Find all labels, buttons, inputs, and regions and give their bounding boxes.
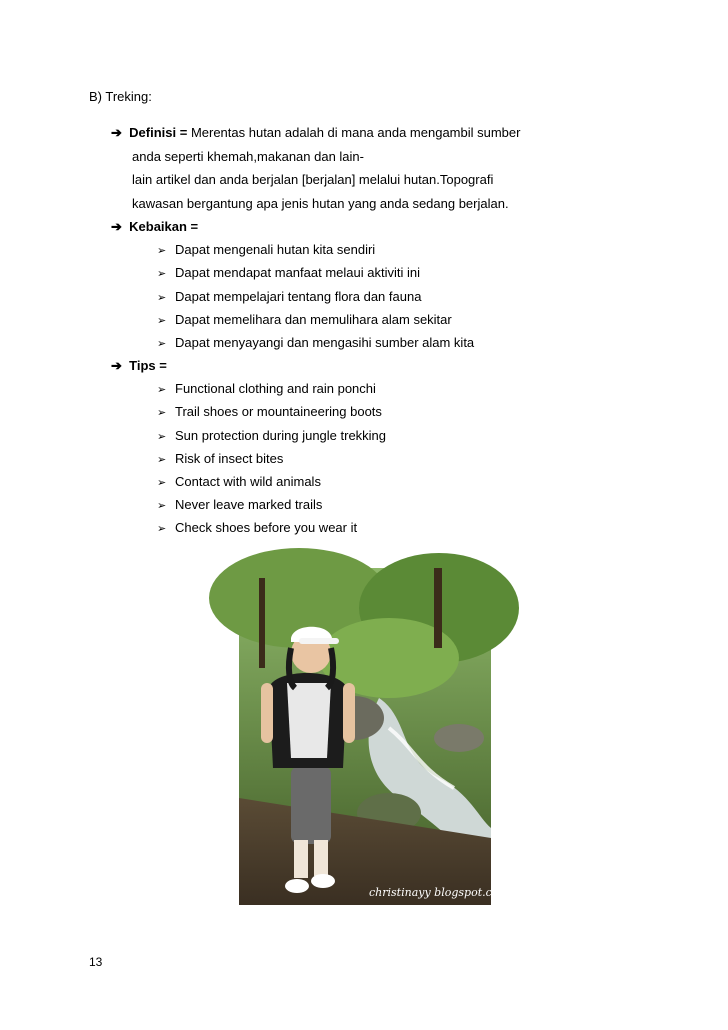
list-item-text: Sun protection during jungle trekking — [175, 428, 387, 443]
bullet-arrow-icon: ➢ — [157, 268, 167, 280]
trekking-photo-illustration — [239, 568, 509, 905]
definisi-line-3: lain artikel dan anda berjalan [berjalan] melalui hutan.Topografi — [132, 172, 494, 187]
kebaikan-label: Kebaikan = — [129, 219, 199, 234]
bullet-arrow-icon: ➢ — [157, 315, 167, 327]
list-item-text: Functional clothing and rain ponchi — [175, 381, 376, 396]
list-item-text: Dapat menyayangi dan mengasihi sumber alam kita — [175, 335, 475, 350]
page-number: 13 — [89, 955, 103, 969]
list-item-text: Contact with wild animals — [175, 474, 321, 489]
trekking-photo — [239, 568, 509, 905]
bullet-arrow-icon: ➢ — [157, 384, 167, 396]
list-item-text: Never leave marked trails — [175, 497, 323, 512]
list-item — [157, 520, 357, 535]
bullet-arrow-icon: ➢ — [157, 500, 167, 512]
list-item — [157, 242, 375, 257]
list-item — [157, 265, 420, 280]
list-item — [157, 497, 322, 512]
bullet-arrow-icon: ➢ — [157, 292, 167, 304]
bullet-arrow-icon: ➢ — [157, 431, 167, 443]
list-item — [157, 404, 382, 419]
list-item — [157, 474, 321, 489]
tips-heading — [111, 358, 167, 374]
kebaikan-heading — [111, 219, 198, 235]
list-item-text: Trail shoes or mountaineering boots — [175, 404, 382, 419]
photo-watermark: christinayy blogspot.com — [369, 886, 509, 899]
list-item — [157, 451, 283, 466]
bullet-arrow-icon: ➢ — [157, 338, 167, 350]
list-item-text: Check shoes before you wear it — [175, 520, 358, 535]
arrow-icon: ➔ — [111, 219, 122, 234]
list-item — [157, 335, 474, 350]
arrow-icon: ➔ — [111, 125, 122, 140]
definisi-line-1 — [111, 125, 520, 141]
list-item-text: Dapat mempelajari tentang flora dan fauna — [175, 289, 422, 304]
definisi-line-4: kawasan bergantung apa jenis hutan yang anda sedang berjalan. — [132, 196, 509, 211]
tips-label: Tips = — [129, 358, 167, 373]
definisi-text: Merentas hutan adalah di mana anda mengambil sumber — [190, 125, 521, 140]
list-item-text: Risk of insect bites — [175, 451, 284, 466]
definisi-line-2: anda seperti khemah,makanan dan lain- — [132, 149, 364, 164]
list-item — [157, 289, 421, 304]
list-item-text: Dapat memelihara dan memulihara alam sekitar — [175, 312, 452, 327]
list-item-text: Dapat mendapat manfaat melaui aktiviti ini — [175, 265, 420, 280]
list-item — [157, 428, 386, 443]
bullet-arrow-icon: ➢ — [157, 245, 167, 257]
list-item — [157, 312, 452, 327]
definisi-label: Definisi = — [129, 125, 188, 140]
bullet-arrow-icon: ➢ — [157, 407, 167, 419]
list-item-text: Dapat mengenali hutan kita sendiri — [175, 242, 376, 257]
bullet-arrow-icon: ➢ — [157, 477, 167, 489]
bullet-arrow-icon: ➢ — [157, 454, 167, 466]
bullet-arrow-icon: ➢ — [157, 523, 167, 535]
arrow-icon: ➔ — [111, 358, 122, 373]
list-item — [157, 381, 376, 396]
section-heading: B) Treking: — [89, 89, 152, 104]
